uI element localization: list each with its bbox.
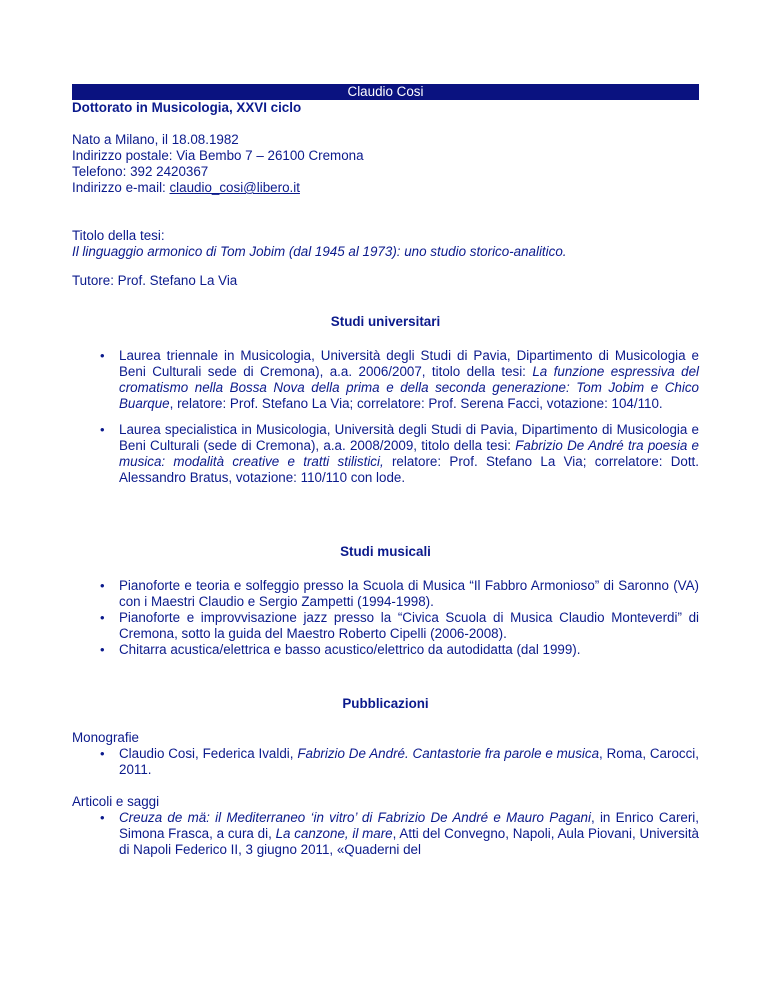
music-heading: Studi musicali: [340, 544, 431, 559]
university-heading: Studi universitari: [330, 314, 441, 329]
thesis-tutor: Tutore: Prof. Stefano La Via: [72, 273, 238, 288]
list-item: • Pianoforte e teoria e solfeggio presso la Scuola di Musica “Il Fabbro Armonioso” di Saronno (VA) con i Maestri Claudio e Sergio Zampetti (1994-1998).: [72, 578, 699, 610]
list-item: • Chitarra acustica/elettrica e basso acustico/elettrico da autodidatta (dal 1999).: [72, 642, 699, 658]
email-link[interactable]: claudio_cosi@libero.it: [169, 180, 300, 195]
music-list: [72, 578, 699, 658]
name-header-bar: [72, 84, 699, 100]
thesis-block: [72, 228, 699, 260]
email-line: [72, 180, 699, 196]
phone-number: Telefono: 392 2420367: [72, 164, 209, 179]
list-item: • Laurea specialistica in Musicologia, Università degli Studi di Pavia, Dipartimento di Musicologia e Beni Culturali (sede di Cremona), a.a. 2008/2009, titolo della tesi: Fabrizio De André tra poesia e musica: modalità creative e tratti stilistici, relatore: Prof. Stefano La Via; correlatore: Dott. Alessandro Bratus, votazione: 110/110 con lode.: [72, 422, 699, 486]
publications-heading: Pubblicazioni: [342, 696, 429, 711]
list-item: • Creuza de mä: il Mediterraneo ‘in vitro’ di Fabrizio De André e Mauro Pagani, in Enrico Careri, Simona Frasca, a cura di, La canzone, il mare, Atti del Convegno, Napoli, Aula Piovani, Università di Napoli Federico II, 3 giugno 2011, «Quaderni del: [72, 810, 699, 858]
personal-info: [72, 132, 699, 196]
list-item: • Laurea triennale in Musicologia, Università degli Studi di Pavia, Dipartimento di Musicologia e Beni Culturali sede di Cremona), a.a. 2006/2007, titolo della tesi: La funzione espressiva del cromatismo nella Bossa Nova della prima e della seconda generazione: Tom Jobim e Chico Buarque, relatore: Prof. Stefano La Via; correlatore: Prof. Serena Facci, votazione: 104/110.: [72, 348, 699, 412]
monographs-label: Monografie: [72, 730, 139, 745]
email-label: Indirizzo e-mail:: [72, 180, 170, 195]
document-page: [72, 84, 699, 858]
articles-list: [72, 810, 699, 858]
list-item: • Pianoforte e improvvisazione jazz presso la “Civica Scuola di Musica Claudio Monteverdi” di Cremona, sotto la guida del Maestro Roberto Cipelli (2006-2008).: [72, 610, 699, 642]
birth-info: Nato a Milano, il 18.08.1982: [72, 132, 239, 147]
university-list: [72, 348, 699, 486]
thesis-label: Titolo della tesi:: [72, 228, 165, 243]
list-item: • Claudio Cosi, Federica Ivaldi, Fabrizio De André. Cantastorie fra parole e musica, Roma, Carocci, 2011.: [72, 746, 699, 778]
articles-label: Articoli e saggi: [72, 794, 160, 809]
thesis-title: Il linguaggio armonico di Tom Jobim (dal 1945 al 1973): uno studio storico-analitico.: [72, 244, 567, 259]
program-subtitle: Dottorato in Musicologia, XXVI ciclo: [72, 100, 302, 115]
postal-address: Indirizzo postale: Via Bembo 7 – 26100 Cremona: [72, 148, 364, 163]
monographs-list: [72, 746, 699, 778]
author-name: Claudio Cosi: [347, 84, 424, 99]
